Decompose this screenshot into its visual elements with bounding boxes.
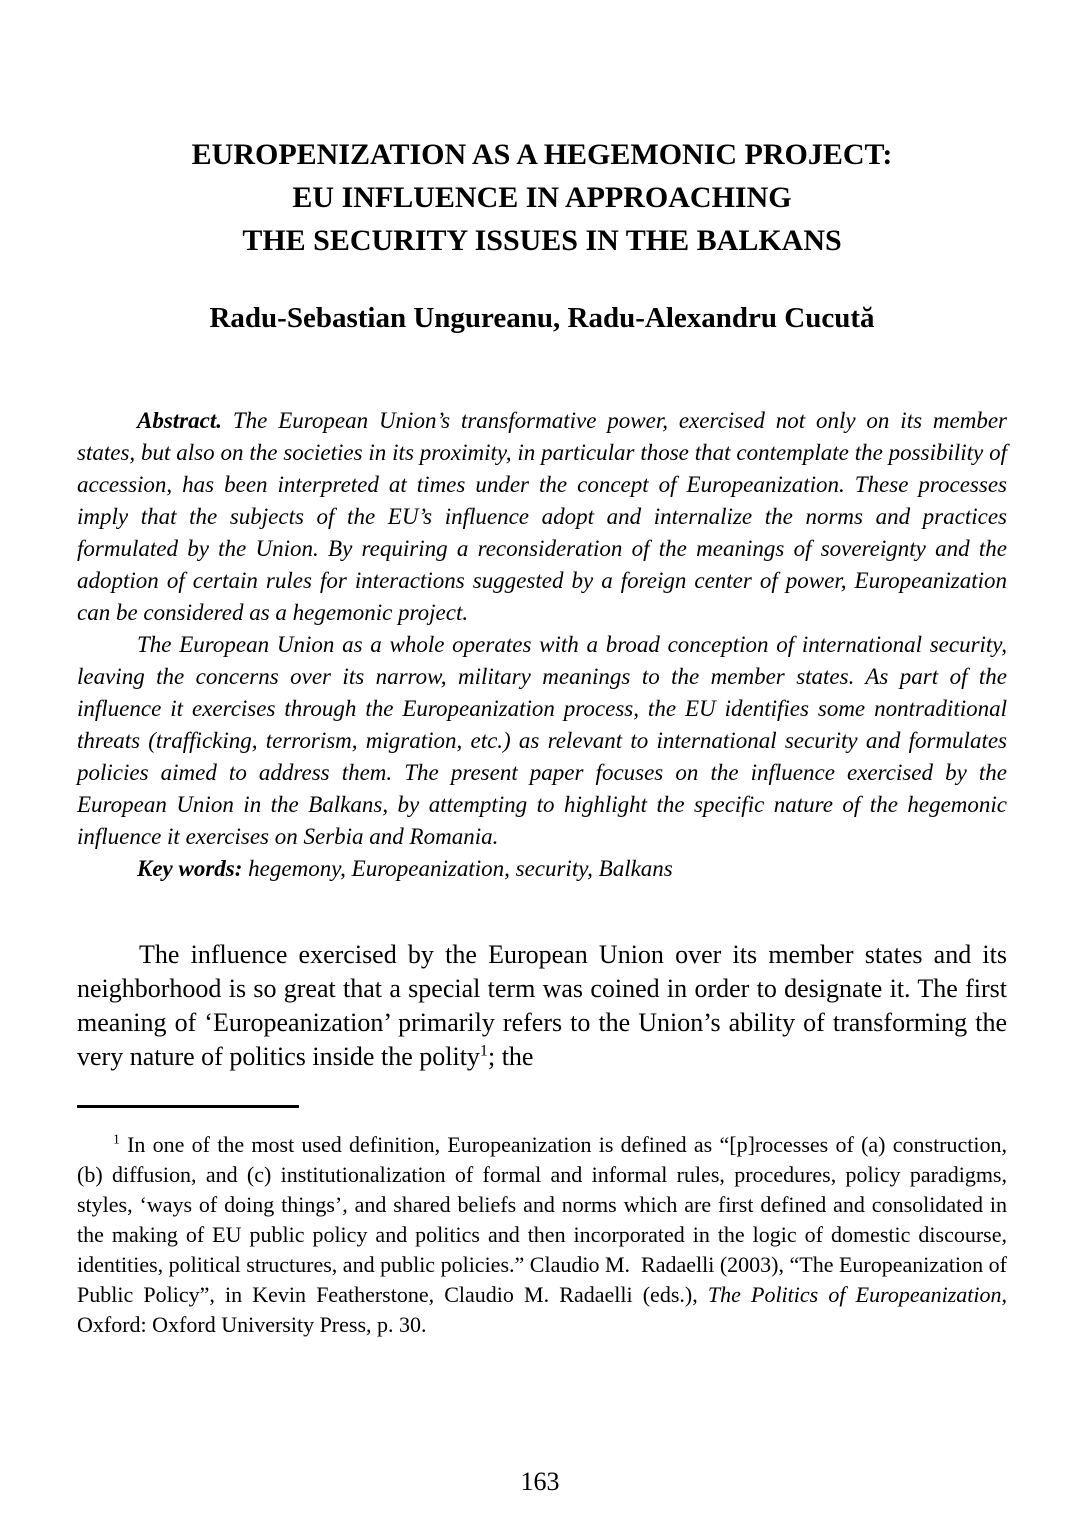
abstract-paragraph-1 [77, 405, 1007, 629]
abstract-paragraph-2: The European Union as a whole operates with a broad conception of international security, leaving the concerns over its narrow, military meanings to the member states. As part of the influence it exercises through the Europeanization process, the EU identifies some nontraditional threats (trafficking, terrorism, migration, etc.) as relevant to international security and formulates policies aimed to address them. The present paper focuses on the influence exercised by the European Union in the Balkans, by attempting to highlight the specific nature of the hegemonic influence it exercises on Serbia and Romania. [77, 632, 1007, 849]
footnote-text-before-title: In one of the most used definition, Europeanization is defined as “[p]rocesses of (a) construction, (b) diffusion, and (c) institutionalization of formal and informal rules, procedures, policy paradigms, styles, ‘ways of doing things’, and shared beliefs and norms which are first defined and consolidated in the making of EU public policy and politics and then incorporated in the logic of domestic discourse, identities, political structures, and public policies.” Claudio M. Radaelli (2003), “The Europeanization of Public Policy”, in Kevin Featherstone, Claudio M. Radaelli (eds.), [77, 1132, 1007, 1307]
footnote-reference-1: 1 [479, 1042, 488, 1060]
title-line-2: EU INFLUENCE IN APPROACHING [292, 181, 792, 214]
footnote-book-title: The Politics of Europeanization [707, 1282, 1002, 1307]
abstract-section [77, 405, 1007, 885]
abstract-label: Abstract. [137, 408, 222, 433]
page-number: 163 [520, 1467, 560, 1496]
abstract-paragraph-1-text: The European Union’s transformative power, exercised not only on its member states, but also on the societies in its proximity, in particular those that contemplate the possibility of accession, has been interpreted at times under the concept of Europeanization. These processes imply that the subjects of the EU’s influence adopt and internalize the norms and practices formulated by the Union. By requiring a reconsideration of the meanings of sovereignty and the adoption of certain rules for interactions suggested by a foreign center of power, Europeanization can be considered as a hegemonic project. [77, 408, 1007, 625]
footnote-1 [77, 1130, 1007, 1340]
keywords-label: Key words: [137, 856, 243, 881]
keywords-text: hegemony, Europeanization, security, Balkans [242, 856, 673, 881]
body-paragraph-1-tail: ; the [487, 1042, 534, 1071]
paper-title [77, 133, 1007, 262]
footnote-separator-rule [77, 1105, 299, 1108]
footnote-marker-1: 1 [113, 1131, 120, 1147]
body-paragraph-1 [77, 938, 1007, 1074]
title-line-3: THE SECURITY ISSUES IN THE BALKANS [242, 224, 842, 257]
footnote-text-after-title: , Oxford: Oxford University Press, p. 30. [77, 1282, 1007, 1337]
paper-header [77, 133, 1007, 336]
title-line-1: EUROPENIZATION AS A HEGEMONIC PROJECT: [191, 138, 893, 171]
authors-line: Radu-Sebastian Ungureanu, Radu-Alexandru Cucută [209, 302, 875, 334]
article-body [77, 938, 1007, 1074]
footnote-section [77, 1130, 1007, 1340]
keywords-line [77, 853, 1007, 885]
body-paragraph-1-text: The influence exercised by the European Union over its member states and its neighborhood is so great that a special term was coined in order to designate it. The first meaning of ‘Europeanization’ primarily refers to the Union’s ability of transforming the very nature of politics inside the polity [77, 940, 1007, 1071]
